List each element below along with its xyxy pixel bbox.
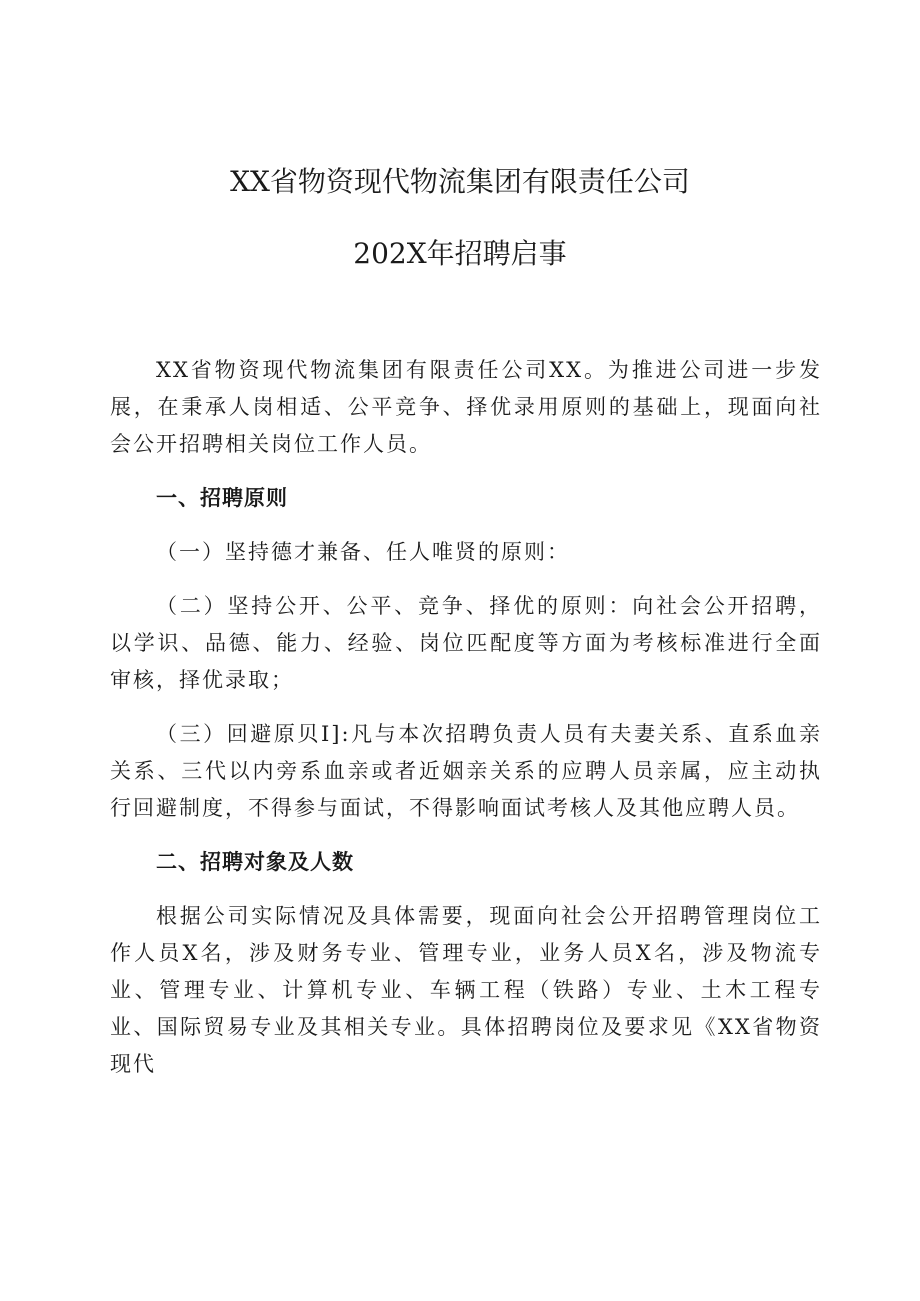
document-body bbox=[110, 352, 822, 1100]
document-subtitle: 202X年招聘启事 bbox=[353, 237, 567, 270]
principle-item-2: （二）坚持公开、公平、竞争、择优的原则：向社会公开招聘，以学识、品德、能力、经验、岗位匹配度等方面为考核标准进行全面审核，择优录取； bbox=[110, 594, 822, 692]
document-title: XX省物资现代物流集团有限责任公司 bbox=[230, 165, 690, 198]
section-heading-targets: 二、招聘对象及人数 bbox=[156, 850, 354, 874]
intro-paragraph: XX省物资现代物流集团有限责任公司XX。为推进公司进一步发展，在秉承人岗相适、公平竞争、择优录用原则的基础上，现面向社会公开招聘相关岗位工作人员。 bbox=[110, 358, 822, 456]
principle-item-1: （一）坚持德才兼备、任人唯贤的原则： bbox=[156, 540, 570, 564]
section-heading-principles: 一、招聘原则 bbox=[156, 486, 288, 510]
principle-item-3: （三）回避原贝I]:凡与本次招聘负责人员有夫妻关系、直系血亲关系、三代以内旁系血亲或者近姻亲关系的应聘人员亲属，应主动执行回避制度，不得参与面试，不得影响面试考核人及其他应聘人员。 bbox=[110, 722, 822, 820]
targets-paragraph: 根据公司实际情况及具体需要，现面向社会公开招聘管理岗位工作人员X名，涉及财务专业、管理专业，业务人员X名，涉及物流专业、管理专业、计算机专业、车辆工程（铁路）专业、土木工程专业、国际贸易专业及其相关专业。具体招聘岗位及要求见《XX省物资现代 bbox=[110, 904, 822, 1076]
